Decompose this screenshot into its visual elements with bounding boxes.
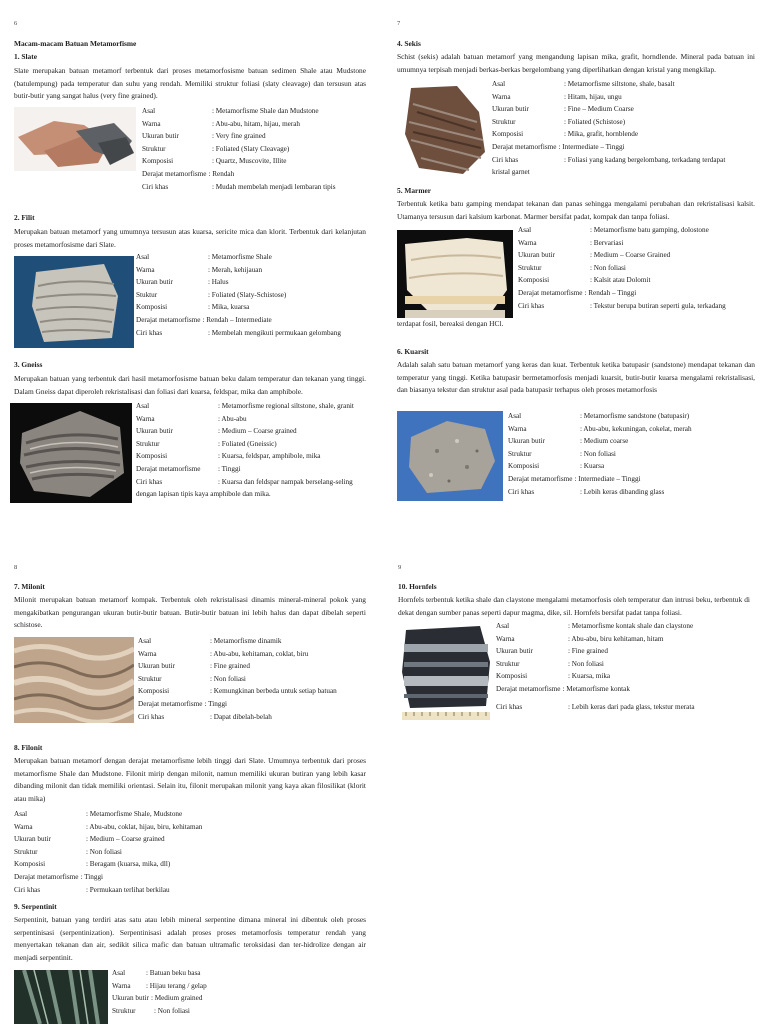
prop-row [14,808,202,821]
prop-key: Warna [142,119,161,128]
prop-key: Derajat metamorfisme [518,288,583,297]
prop-value: : Metamorfisme kontak [562,684,630,693]
prop-key: Warna [508,424,527,433]
prop-value: : Metamorfisme Shale [208,253,272,261]
prop-key: Warna [518,238,537,247]
prop-value: : Foliated (Schistose) [564,117,626,126]
prop-row [138,673,337,686]
prop-key: Derajat metamorfisme [496,684,561,693]
prop-row [112,980,207,993]
prop-key: Warna [138,649,157,658]
prop-row [136,400,354,413]
sekis-rock-image [397,82,491,178]
prop-key: Struktur [496,659,520,668]
prop-value: : Foliated (Gneissic) [218,439,277,448]
prop-value: : Metamorfisme batu gamping, dolostone [590,226,709,234]
prop-row [492,154,725,167]
prop-row [136,425,354,438]
prop-tail-text: dengan lapisan tipis kaya amphibole dan mika. [136,490,271,499]
prop-key: Struktur [508,449,532,458]
prop-row [14,833,202,846]
prop-value: : Rendah – Tinggi [584,288,637,297]
prop-key: Asal [14,810,28,818]
prop-row [492,128,725,141]
prop-row [496,620,695,633]
milonit-rock-image [14,637,134,723]
prop-key: Derajat metamorfisme [508,474,573,483]
prop-row [496,645,695,658]
prop-row [492,141,725,154]
prop-value: : Quartz, Muscovite, Illite [212,157,287,166]
prop-key: Komposisi [142,157,174,166]
prop-value: : Non foliasi [154,1006,190,1015]
prop-key: Struktur [138,674,162,683]
prop-row [496,701,695,714]
prop-value: : Medium – Coarse Grained [590,251,671,260]
section-title-milonit: 7. Milonit [14,582,45,591]
prop-row [518,300,726,313]
prop-value: : Kuarsa, mika [568,672,611,681]
prop-value: : Lebih keras dari pada glass, tekstur merata [568,702,695,711]
prop-row [138,685,337,698]
prop-row [508,460,692,473]
prop-key: Warna [492,92,511,101]
section-desc-gneiss: Merupakan batuan yang terbentuk dari hasil metamorfosisme batuan beku dalam temperatur dan tekanan yang tinggi. Dalam Gneiss dapat diperoleh rekristalisasi dan foliasi dari kuarsa, feldspar, mika dan amphibole. [14,374,366,396]
prop-row [136,450,354,463]
prop-key: Derajat metamorfisme [142,169,207,178]
prop-row [136,301,341,314]
prop-key: Derajat metamorfisme [492,142,557,151]
prop-value: : Metamorfisme dinamik [210,637,282,645]
prop-row [496,633,695,646]
prop-value: : Merah, kehijauan [208,265,263,274]
prop-key: Asal [138,637,152,645]
prop-key: Asal [496,622,510,630]
prop-key: Derajat metamorfisme [136,464,201,473]
prop-row [508,410,692,423]
prop-row [492,91,725,104]
prop-key: Asal [112,969,126,977]
prop-value: : Foliasi yang kadang bergelombang, terkadang terdapat [564,155,726,164]
prop-key: Ciri khas [492,155,519,164]
prop-row [14,821,202,834]
prop-key: Struktur [112,1006,136,1015]
marmer-rock-image [397,230,513,318]
prop-key: Ciri khas [496,702,523,711]
prop-value: : Metamorfisme sandstone (batupasir) [580,412,690,420]
section-title-filonit: 8. Filonit [14,743,43,752]
prop-value: : Metamorfisme siltstone, shale, basalt [564,80,675,88]
prop-value: : Medium grained [150,994,203,1003]
prop-row [492,103,725,116]
prop-key: Warna [14,822,33,831]
section-desc-slate: Slate merupakan batuan metamorf terbentuk dari proses metamorfosisme batuan sedimen Shale atau Mudstone (batulempung) pada temperatur dan suhu yang rendah. Memiliki struktur foliasi (slaty cleavage) dan tersusun atas butir-butir yang sangat halus (very fine grained). [14,66,366,101]
props-milonit [138,635,337,723]
prop-key: Komposisi [14,860,46,869]
prop-key: Warna [136,414,155,423]
page-heading: Macam-macam Batuan Metamorfisme [14,39,137,48]
serpentinit-rock-image [14,970,108,1024]
prop-value: : Medium coarse [580,437,629,446]
prop-row [136,476,354,489]
prop-key: Derajat metamorfisme [14,872,79,881]
prop-row [112,967,207,980]
section-title-serpentinit: 9. Serpentinit [14,902,57,911]
prop-key: Ukuran butir [508,437,545,446]
section-desc-kuarsit: Adalah salah satu batuan metamorf yang keras dan kuat. Terbentuk ketika batupasir (sandstone) mendapat tekanan dan temperatur yang tinggi. Ketika batupasir bermetamorfosis menjadi kuarsit, butir-butir kuarsa mengalami rekristalisasi, dan biasanya tekstur dan struktur asal pada batupasir terhapus oleh proses metamorfosis [397,360,755,395]
page-number: 7 [397,20,401,27]
prop-value: : Non foliasi [580,449,616,458]
prop-key: Ukuran butir [142,132,179,141]
prop-key: Derajat metamorfisme [138,699,203,708]
prop-key: Ciri khas [518,301,545,310]
prop-key: Struktur [136,439,160,448]
props-slate [142,105,336,193]
prop-value: : Metamorfisme kontak shale dan claystone [568,622,694,630]
prop-row [508,486,692,499]
prop-row [518,274,726,287]
prop-value: : Non foliasi [590,263,626,272]
prop-row [112,1005,207,1018]
prop-row [508,473,692,486]
prop-value: : Dapat dibelah-belah [210,712,272,721]
section-desc-milonit: Milonit merupakan batuan metamorf kompak. Terbentuk oleh rekristalisasi dinamis mineral-mineral pokok yang mengakibatkan pengurangan ukuran butir-butir batuan. Butir-butir batuan ini lebih halus dan dapat dibelah seperti schistose. [14,595,366,630]
prop-row [138,711,337,724]
prop-tail [492,166,725,179]
prop-value: : Non foliasi [86,847,122,856]
marmer-tail: terdapat fosil, bereaksi dengan HCl. [397,319,504,328]
prop-key: Ciri khas [508,487,535,496]
prop-row [142,105,336,118]
prop-tail-text: kristal garnet [492,168,530,177]
prop-value: : Permukaan terlihat berkilau [86,885,170,894]
prop-value: : Abu-abu [218,414,247,423]
prop-value: : Kuarsa dan feldspar nampak berselang-seling [218,477,353,486]
prop-value: : Tinggi [204,699,228,708]
prop-key: Struktur [142,144,166,153]
prop-value: : Halus [208,278,229,287]
prop-key: Ukuran butir [496,647,533,656]
prop-value: : Tinggi [80,872,104,881]
prop-value: : Kuarsa [580,462,605,471]
prop-key: Ciri khas [138,712,165,721]
prop-value: : Metamorfisme Shale, Mudstone [86,810,183,818]
prop-key: Asal [518,226,532,234]
prop-row [136,463,354,476]
section-title-filit: 2. Filit [14,213,35,222]
prop-value: : Metamorfisme Shale dan Mudstone [212,107,319,115]
section-desc-filonit: Merupakan batuan metamorf dengan derajat metamorfisme lebih tinggi dari Slate. Umumnya terbentuk dari proses metamorfisme Shale dan Mudstone. Filonit mirip dengan milonit, namun memiliki ukuran butiran yang lebih kasar dibanding milonit dan tidak memiliki orientasi. Selain itu, filonit merupakan milonit yang kaya akan filosilikat (klorit atau mika) [14,756,366,803]
prop-value: : Fine grained [210,662,250,671]
prop-value: : Intermediate – Tinggi [574,474,641,483]
prop-key: Komposisi [136,303,168,312]
prop-value: : Rendah [208,169,235,178]
section-title-sekis: 4. Sekis [397,39,421,48]
prop-key: Struktur [518,263,542,272]
prop-value: : Tinggi [218,464,241,473]
props-serpentinit [112,967,207,1017]
prop-key: Warna [112,981,131,990]
prop-key: Ukuran butir [138,662,175,671]
prop-key: Derajat metamorfisme [136,315,201,324]
prop-row [14,884,202,897]
prop-row [14,871,202,884]
page-6 [0,0,384,512]
prop-row [138,635,337,648]
prop-value: : Kalsit atau Dolomit [590,276,651,285]
section-desc-marmer: Terbentuk ketika batu gamping mendapat tekanan dan panas sehingga mengalami perubahan dan rekristalisasi kalsit. Utamanya tersusun dari kalsium karbonat. Marmer bersifat padat, kompak dan tanpa foliasi. [397,199,755,221]
prop-value: : Kemungkinan berbeda untuk setiap batuan [210,687,337,696]
prop-row [518,287,726,300]
prop-row [14,846,202,859]
prop-value: : Very fine grained [212,132,266,141]
page-number: 8 [14,564,18,571]
prop-key: Ciri khas [142,182,169,191]
props-gneiss [136,400,354,501]
slate-rock-image [14,107,136,171]
page-number: 6 [14,20,18,27]
prop-value: : Abu-abu, kehitaman, coklat, biru [210,649,309,658]
section-desc-serpentinit: Serpentinit, batuan yang terdiri atas satu atau lebih mineral serpentine dimana mineral ini dibentuk oleh proses serpentinisasi (serpentinization). Serpentinisasi adalah proses proses metamorfosis temperatur rendah yang menyertakan tekanan dan air, sedikit silica mafic dan batuan ultramafic teroksidasi dan ter-hidrolize dengan air menjadi serpentinit. [14,915,366,962]
prop-value: : Rendah – Intermediate [202,315,272,324]
prop-key: Asal [492,80,506,88]
prop-value: : Medium – Coarse grained [218,427,297,436]
prop-row [136,314,341,327]
page-number: 9 [398,564,402,571]
prop-key: Ukuran butir [136,427,173,436]
prop-value: : Foliated (Slaty Cleavage) [212,144,290,153]
prop-value: : Beragam (kuarsa, mika, dll) [86,860,171,869]
prop-value: : Mudah membelah menjadi lembaran tipis [212,182,336,191]
prop-value: : Mika, grafit, hornblende [564,130,639,139]
filit-rock-image [14,256,134,348]
section-desc-hornfels: Hornfels terbentuk ketika shale dan claystone mengalami metamorfosis oleh temperatur dan intrusi beku, terbentuk di dekat dengan sumber panas seperti dapur magma, dike, sil. Hornfels bersifat padat tanpa foliasi. [398,595,750,617]
prop-row [142,118,336,131]
prop-row [518,224,726,237]
section-title-hornfels: 10. Hornfels [398,582,437,591]
hornfels-rock-image [400,622,492,722]
prop-value: : Kuarsa, feldspar, amphibole, mika [218,452,321,461]
prop-row [136,264,341,277]
prop-value: : Batuan beku basa [146,969,201,977]
prop-key: Ukuran butir [112,994,149,1003]
prop-value: : Non foliasi [210,674,246,683]
prop-row [508,448,692,461]
kuarsit-rock-image [397,411,503,501]
prop-row [136,327,341,340]
prop-value: : Metamorfisme regional siltstone, shale, granit [218,402,354,410]
prop-tail [136,488,354,501]
prop-row [136,289,341,302]
section-title-kuarsit: 6. Kuarsit [397,347,429,356]
prop-row [112,992,207,1005]
prop-row [518,262,726,275]
prop-value: : Medium – Coarse grained [86,835,165,844]
prop-key: Asal [136,402,150,410]
prop-key: Stuktur [136,290,158,299]
prop-value: : Membelah mengikuti permukaan gelombang [208,328,341,337]
prop-row [492,116,725,129]
prop-key: Warna [136,265,155,274]
prop-key: Ciri khas [14,885,41,894]
prop-row [14,858,202,871]
prop-row [142,130,336,143]
prop-row [142,181,336,194]
props-filit [136,251,341,339]
prop-value: : Bervariasi [590,238,624,247]
props-filonit [14,808,202,896]
prop-row [142,168,336,181]
prop-value: : Foliated (Slaty-Schistose) [208,290,287,299]
prop-row [508,423,692,436]
prop-value: : Abu-abu, coklat, hijau, biru, kehitaman [86,822,203,831]
prop-value: : Hijau terang / gelap [146,981,207,990]
prop-row [138,698,337,711]
prop-key: Ciri khas [136,328,163,337]
props-marmer [518,224,726,312]
prop-value: : Abu-abu, biru kehitaman, hitam [568,634,664,643]
prop-key: Struktur [492,117,516,126]
prop-key: Komposisi [492,130,524,139]
prop-value: : Mika, kuarsa [208,303,250,312]
prop-key: Ciri khas [136,477,163,486]
prop-key: Komposisi [518,276,550,285]
prop-key: Komposisi [496,672,528,681]
page-7 [384,0,768,512]
props-kuarsit [508,410,692,498]
prop-value: : Non foliasi [568,659,604,668]
prop-key: Asal [142,107,156,115]
prop-key: Komposisi [508,462,540,471]
prop-key: Warna [496,634,515,643]
section-desc-sekis: Schist (sekis) adalah batuan metamorf yang mengandung lapisan mika, grafit, horndlende. Mineral pada batuan ini umumnya terpisah menjadi berkas-berkas bergelombang yang diperlihatkan dengan kristal yang mengkilap. [397,52,755,74]
prop-key: Asal [508,412,522,420]
section-title-marmer: 5. Marmer [397,186,432,195]
prop-row [496,670,695,683]
prop-row [138,660,337,673]
prop-key: Struktur [14,847,38,856]
prop-row [492,78,725,91]
prop-value: : Hitam, hijau, ungu [564,92,622,101]
prop-key: Komposisi [138,687,170,696]
prop-key: Komposisi [136,452,168,461]
page-9 [384,512,768,1024]
prop-row [496,658,695,671]
prop-value: : Tekstur berupa butiran seperti gula, terkadang [590,301,726,310]
prop-row [142,155,336,168]
prop-key: Ukuran butir [14,835,51,844]
prop-value: : Fine grained [568,647,608,656]
props-sekis [492,78,725,179]
prop-row [508,435,692,448]
prop-key: Ukuran butir [492,105,529,114]
prop-row [136,413,354,426]
prop-row [518,249,726,262]
prop-key: Ukuran butir [136,278,173,287]
prop-row [136,438,354,451]
section-desc-filit: Merupakan batuan metamorf yang umumnya tersusun atas kuarsa, sericite mica dan klorit. Terbentuk dari kelanjutan proses metamorfosisme dari Slate. [14,227,366,249]
prop-row [496,683,695,696]
prop-row [518,237,726,250]
prop-row [138,648,337,661]
prop-value: : Fine – Medium Coarse [564,105,634,114]
prop-row [136,276,341,289]
prop-key: Ukuran butir [518,251,555,260]
prop-key: Asal [136,253,150,261]
section-title-slate: 1. Slate [14,52,37,61]
gneiss-rock-image [10,403,132,503]
section-title-gneiss: 3. Gneiss [14,360,43,369]
prop-row [136,251,341,264]
prop-value: : Intermediate – Tinggi [558,142,625,151]
props-hornfels [496,620,695,713]
prop-row [142,143,336,156]
prop-value: : Abu-abu, hitam, hijau, merah [212,119,301,128]
page-8 [0,512,384,1024]
prop-value: : Abu-abu, kekuningan, cokelat, merah [580,424,692,433]
prop-value: : Lebih keras dibanding glass [580,487,665,496]
